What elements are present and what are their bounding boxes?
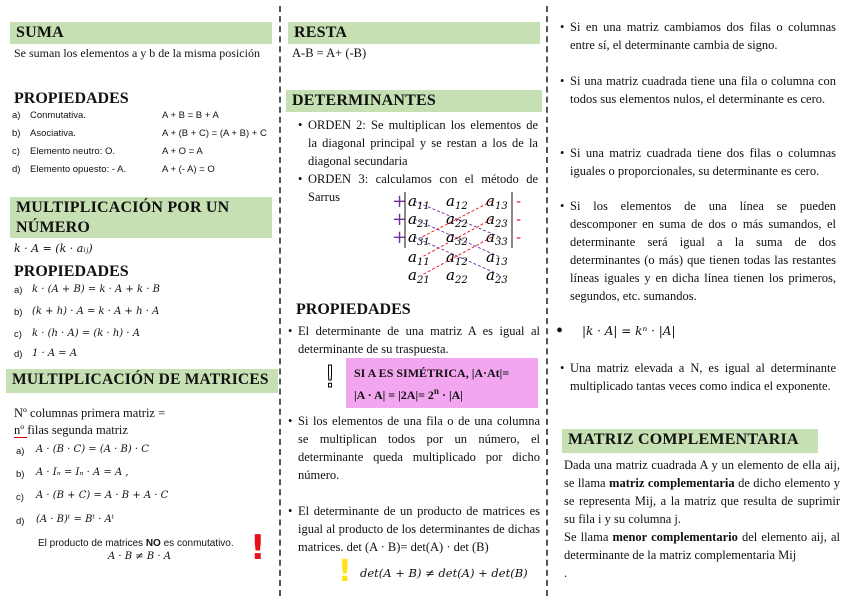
symmetric-note-line2: $|A \cdot A| = |2A|= 2^n \cdot |A|$	[354, 386, 463, 402]
det-item-order3: • ORDEN 3: calculamos con el método de Sarrus	[298, 172, 538, 204]
outline-exclamation-icon: !	[324, 360, 337, 395]
sarrus-cell: $a_{11}$	[408, 192, 430, 212]
mult-mat-header: MULTIPLICACIÓN DE MATRICES	[6, 369, 278, 393]
suma-header: SUMA	[10, 22, 272, 44]
det-prop-transpose: • El determinante de una matriz A es igual al determinante de su traspuesta.	[288, 324, 540, 356]
mult-mat-prop-letter: d)	[16, 516, 25, 527]
det-prop-decompose: • Si los elementos de una línea se pueden descomponer en suma de dos o más sumandos, el determinante será igual a la suma de dos determinantes (o más) que tienen todas las restantes líneas iguales y en dicha línea tienen los primeros, segundos, etc. sumandos.	[560, 199, 836, 303]
sarrus-cell: $a_{11}$	[408, 248, 430, 268]
symmetric-note-line1: SI A ES SIMÉTRICA, |A·At|=	[354, 366, 510, 380]
menor-bold-term: menor complementario	[612, 530, 738, 544]
yellow-exclamation-icon: !	[338, 554, 352, 589]
suma-prop-formula: A + O = A	[162, 146, 203, 157]
det-item-order2: • ORDEN 2: Se multiplican los elementos de la diagonal principal y se restan a los de la diagonal secundaria	[298, 118, 538, 168]
suma-prop-letter: b)	[12, 128, 21, 139]
suma-prop-name: Conmutativa.	[30, 110, 86, 121]
column-1	[0, 0, 276, 599]
sarrus-cell: $a_{21}$	[408, 210, 430, 230]
bullet-icon: •	[560, 361, 565, 375]
menor-definition: Se llama menor complementario del elemento aij, al determinante de la matriz complementaria Mij	[564, 530, 841, 562]
bullet-icon: •	[560, 146, 565, 160]
mult-mat-prop-formula: A · (B + C) = A · B + A · C	[36, 490, 169, 501]
column-2	[282, 0, 544, 599]
suma-prop-name: Elemento neutro: O.	[30, 146, 116, 157]
mult-num-prop-formula: k · (h · A) = (k · h) · A	[32, 328, 140, 339]
suma-properties-title: PROPIEDADES	[14, 90, 129, 107]
mult-num-header: MULTIPLICACIÓN POR UN NÚMERO	[10, 197, 272, 238]
mult-num-prop-formula: 1 · A = A	[32, 348, 78, 359]
sarrus-cell: $a_{32}$	[446, 228, 468, 248]
column-separator-1	[279, 6, 281, 596]
mult-num-properties-title: PROPIEDADES	[14, 263, 129, 280]
suma-text: Se suman los elementos a y b de la misma posición	[14, 46, 260, 60]
mult-mat-prop-letter: c)	[16, 492, 24, 503]
sarrus-cell: $a_{23}$	[486, 210, 508, 230]
det-prop-null-row: • Si una matriz cuadrada tiene una fila o columna con todos sus elementos nulos, el determinante es cero.	[560, 74, 836, 106]
sarrus-cell: $a_{31}$	[408, 228, 430, 248]
mult-mat-prop-formula: A · (B · C) = (A · B) · C	[36, 444, 149, 455]
det-prop-equal-rows: • Si una matriz cuadrada tiene dos filas o columnas iguales o proporcionales, su determinante es cero.	[560, 146, 836, 178]
mult-num-formula: k · A = (k · aᵢⱼ)	[14, 242, 93, 255]
bullet-icon: •	[288, 324, 293, 338]
sarrus-cell: $a_{21}$	[408, 266, 430, 286]
resta-header: RESTA	[288, 22, 540, 44]
mult-mat-note: El producto de matrices NO es conmutativo.	[38, 538, 234, 549]
sarrus-cell: $a_{23}$	[486, 266, 508, 286]
note-bold: NO	[145, 538, 161, 549]
det-prop-product: • El determinante de un producto de matrices es igual al producto de los determinantes de dichas matrices. det (A · B)= det(A) · det (B)	[288, 504, 540, 554]
suma-prop-name: Asociativa.	[30, 128, 76, 139]
resta-formula: A-B = A+ (-B)	[292, 46, 367, 60]
mult-mat-text2: nº filas segunda matriz	[14, 423, 128, 437]
mult-num-prop-letter: b)	[14, 307, 23, 318]
sarrus-cell: $a_{22}$	[446, 266, 468, 286]
symmetric-note-box	[346, 358, 538, 408]
det-prop-power: • Una matriz elevada a N, es igual al determinante multiplicado tantas veces como indica el exponente.	[560, 361, 836, 393]
suma-prop-formula: A + (B + C) = (A + B) + C	[162, 128, 267, 139]
sarrus-cell: $a_{13}$	[486, 248, 508, 268]
sarrus-minus-sign: -	[516, 210, 522, 228]
column-3	[552, 0, 848, 599]
sarrus-cell: $a_{13}$	[486, 192, 508, 212]
mult-num-prop-letter: d)	[14, 349, 23, 360]
mult-mat-prop-formula: A · Iₙ = Iₙ · A = A ,	[36, 467, 129, 478]
mult-mat-prop-letter: a)	[16, 446, 25, 457]
comp-bold-term: matriz complementaria	[609, 476, 735, 490]
bullet-icon: •	[298, 118, 303, 132]
spellcheck-underline	[14, 437, 27, 438]
bullet-icon: •	[298, 172, 303, 186]
mult-mat-text1: Nº columnas primera matriz =	[14, 406, 166, 420]
bullet-icon: •	[560, 74, 565, 88]
mult-mat-note-formula: A · B ≠ B · A	[108, 551, 171, 562]
mult-num-prop-letter: c)	[14, 329, 22, 340]
sarrus-plus-sign: +	[392, 209, 408, 230]
column-separator-2	[546, 6, 548, 596]
sarrus-cells	[408, 192, 508, 286]
warning-exclamation-icon: !	[250, 528, 266, 568]
sarrus-cell: $a_{12}$	[446, 248, 468, 268]
det-prop-swap: • Si en una matriz cambiamos dos filas o columnas entre sí, el determinante cambia de signo.	[560, 20, 836, 52]
comp-definition: Dada una matriz cuadrada A y un elemento de ella aij, se llama matriz complementaria de dicho elemento y se representa Mij, a la matriz que resulta de suprimir su fila i y su columna j.	[564, 458, 840, 526]
suma-prop-name: Elemento opuesto: - A.	[30, 164, 127, 175]
mult-num-prop-formula: k · (A + B) = k · A + k · B	[32, 284, 160, 295]
determinantes-header: DETERMINANTES	[286, 90, 542, 112]
mult-num-prop-formula: (k + h) · A = k · A + h · A	[32, 306, 160, 317]
matriz-complementaria-header: MATRIZ COMPLEMENTARIA	[562, 429, 818, 453]
bullet-icon: •	[560, 199, 565, 213]
bullet-icon: •	[556, 320, 564, 342]
bullet-icon: •	[288, 414, 293, 428]
bullet-icon: •	[560, 20, 565, 34]
det-prop-scalar-row: • Si los elementos de una fila o de una columna se multiplican todos por un número, el determinante queda multiplicado por dicho número.	[288, 414, 540, 482]
sarrus-diagram	[390, 190, 530, 290]
bullet-icon: •	[288, 504, 293, 518]
kA-formula: |k · A| = kⁿ · |A|	[582, 324, 676, 338]
suma-prop-formula: A + (- A) = O	[162, 164, 215, 175]
mult-num-prop-letter: a)	[14, 285, 23, 296]
suma-prop-letter: c)	[12, 146, 20, 157]
sarrus-cell: $a_{22}$	[446, 210, 468, 230]
exponent-n: n	[433, 386, 439, 396]
mult-mat-prop-formula: (A · B)ᵗ = Bᵗ · Aᵗ	[36, 514, 115, 525]
suma-prop-formula: A + B = B + A	[162, 110, 219, 121]
det-sum-inequality: det(A + B) ≠ det(A) + det(B)	[360, 566, 528, 580]
sarrus-plus-sign: +	[392, 191, 408, 212]
sarrus-minus-sign: -	[516, 228, 522, 246]
sarrus-cell: $a_{12}$	[446, 192, 468, 212]
sarrus-plus-sign: +	[392, 227, 408, 248]
sarrus-cell: $a_{33}$	[486, 228, 508, 248]
suma-prop-letter: d)	[12, 164, 21, 175]
comp-trailing-dot: .	[564, 566, 568, 580]
det-properties-title: PROPIEDADES	[296, 301, 411, 318]
suma-prop-letter: a)	[12, 110, 21, 121]
mult-mat-prop-letter: b)	[16, 469, 25, 480]
sarrus-minus-sign: -	[516, 192, 522, 210]
